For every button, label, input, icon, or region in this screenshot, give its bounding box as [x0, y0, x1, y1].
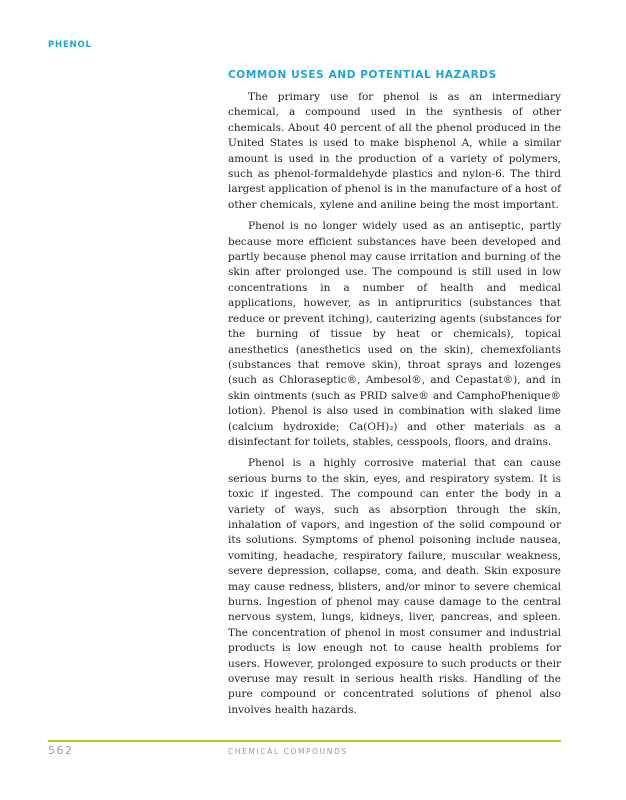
paragraph-health-hazards: Phenol is a highly corrosive material that can cause serious burns to the skin, eyes, and respiratory system. It is toxic if ingested. The compound can enter the body in a variety of ways, such as absorption through the skin, inhalation of vapors, and ingestion of the solid compound or its solutions. Symptoms of phenol poisoning include nausea, vomiting, headache, respiratory failure, muscular weakness, severe depression, collapse, coma, and death. Skin exposure may cause redness, blisters, and/or minor to severe chemical burns. Ingestion of phenol may cause damage to the central nervous system, lungs, kidneys, liver, pancreas, and spleen. The concentration of phenol in most consumer and industrial products is low enough not to cause health problems for users. However, prolonged exposure to such products or their overuse may result in serious health risks. Handling of the pure compound or concentrated solutions of phenol also involves health hazards. [228, 457, 561, 716]
page-number: 562 [48, 744, 74, 757]
paragraph-primary-use: The primary use for phenol is as an intermediary chemical, a compound used in the synthesis of other chemicals. About 40 percent of all the phenol produced in the United States is used to make bisphenol A, while a similar amount is used in the production of a variety of polymers, such as phenol-formaldehyde plastics and nylon-6. The third largest application of phenol is in the manufacture of a host of other chemicals, xylene and aniline being the most important. [228, 91, 561, 211]
book-title: CHEMICAL COMPOUNDS [228, 747, 348, 756]
paragraph-antiseptic-use: Phenol is no longer widely used as an antiseptic, partly because more efficient substances have been developed and partly because phenol may cause irritation and burning of the skin after prolonged use. The compound is still used in low concentrations in a number of health and medical applications, however, as in antipruritics (substances that reduce or prevent itching), cauterizing agents (substances for the burning of tissue by heat or chemicals), topical anesthetics (anesthetics used on the skin), chemexfoliants (substances that remove skin), throat sprays and lozenges (such as Chloraseptic®, Ambesol®, and Cepastat®), and in skin ointments (such as PRID salve® and CamphoPhenique® lotion). Phenol is also used in combination with slaked lime (calcium hydroxide; Ca(OH)₂) and other materials as a disinfectant for toilets, stables, cesspools, floors, and drains. [228, 220, 561, 448]
main-content [228, 68, 561, 724]
footer-rule [48, 740, 561, 742]
running-head: PHENOL [48, 40, 92, 50]
section-heading: COMMON USES AND POTENTIAL HAZARDS [228, 69, 497, 81]
